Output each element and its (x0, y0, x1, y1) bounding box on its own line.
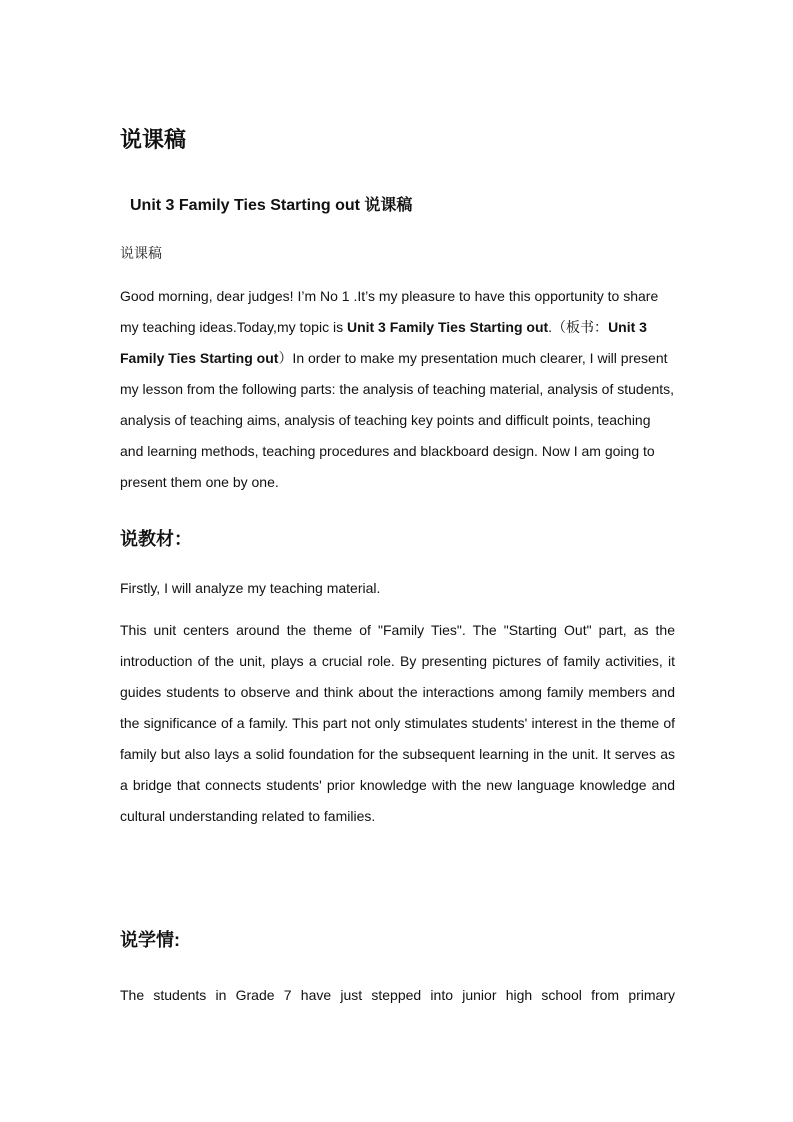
intro-text-3: ）In order to make my presentation much clearer, I will present my lesson from the following parts: the analysis of teaching material, analysis of students, analysis of teaching aims, analysis of teaching key points and difficult points, teaching and learning methods, teaching procedures and blackboard design. Now I am going to present them one by one. (120, 350, 675, 490)
lesson-subtitle: Unit 3 Family Ties Starting out 说课稿 (130, 197, 413, 214)
intro-text-1: Good morning, dear judges! I’m No 1 .It’s my pleasure to have this opportunity to share my teaching ideas.Today,my topic is (120, 288, 659, 335)
intro-text-2: .（板书： (548, 319, 609, 335)
intro-topic-bold: Unit 3 Family Ties Starting out (346, 319, 549, 335)
section-label: 说课稿 (120, 245, 162, 261)
intro-paragraph (120, 281, 675, 498)
heading-teaching-material: 说教材： (120, 529, 192, 549)
material-lead-sentence: Firstly, I will analyze my teaching material. (120, 580, 381, 596)
intro-blackboard-bold: Unit 3 Family Ties Starting out (120, 319, 647, 366)
heading-students-analysis: 说学情: (120, 930, 180, 950)
material-paragraph: This unit centers around the theme of "Family Ties". The "Starting Out" part, as the introduction of the unit, plays a crucial role. By presenting pictures of family activities, it guides students to observe and think about the interactions among family members and the significance of a family. This part not only stimulates students' interest in the theme of family but also lays a solid foundation for the subsequent learning in the unit. It serves as a bridge that connects students' prior knowledge with the new language knowledge and cultural understanding related to families. (120, 622, 675, 824)
document-title: 说课稿 (120, 127, 187, 152)
students-paragraph: The students in Grade 7 have just stepped into junior high school from primary (120, 987, 675, 1003)
